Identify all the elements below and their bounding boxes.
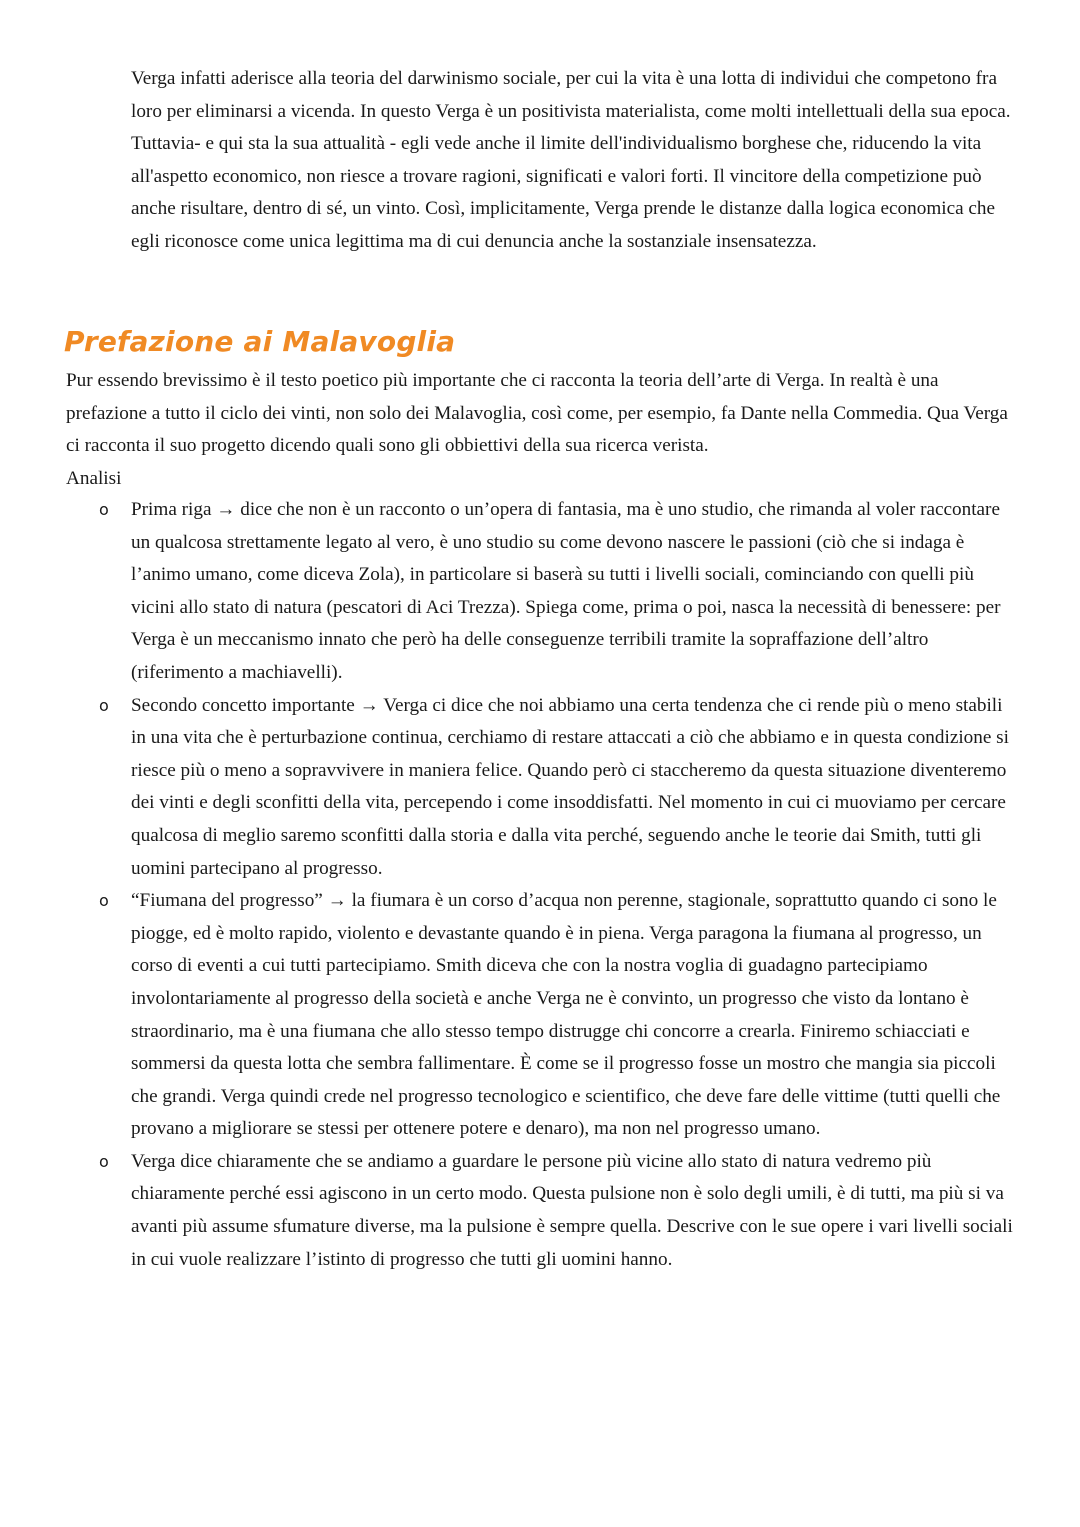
- section-paragraph: Pur essendo brevissimo è il testo poetico più importante che ci racconta la teoria dell’arte di Verga. In realtà è una prefazione a tutto il ciclo dei vinti, non solo dei Malavoglia, così come, per esempio, fa Dante nella Commedia. Qua Verga ci racconta il suo progetto dicendo quali sono gli obbiettivi della sua ricerca verista.: [66, 370, 1008, 457]
- bullet-text: “Fiumana del progresso” → la fiumara è un corso d’acqua non perenne, stagionale, soprattutto quando ci sono le piogge, ed è molto rapido, violento e devastante quando è in piena. Verga paragona la fiumana al progresso, un corso di eventi a cui tutti partecipiamo. Smith diceva che con la nostra voglia di guadagno partecipiamo involontariamente al progresso della società e anche Verga ne è convinto, un progresso che visto da lontano è straordinario, ma è una fiumana che allo stesso tempo distrugge chi concorre a crearla. Finiremo schiacciati e sommersi da questa lotta che sembra fallimentare. È come se il progresso fosse un mostro che mangia sia piccoli che grandi. Verga quindi crede nel progresso tecnologico e scientifico, che deve fare delle vittime (tutti quelli che provano a migliorare se stessi per ottenere potere e denaro), ma non nel progresso umano.: [131, 890, 1001, 1140]
- analysis-label: Analisi: [66, 468, 122, 489]
- bullet-text: Verga dice chiaramente che se andiamo a guardare le persone più vicine allo stato di natura vedremo più chiaramente perché essi agiscono in un certo modo. Questa pulsione non è solo degli umili, è di tutti, ma più si va avanti più assume sfumature diverse, ma la pulsione è sempre quella. Descrive con le sue opere i vari livelli sociali in cui vuole realizzare l’istinto di progresso che tutti gli uomini hanno.: [131, 1150, 1013, 1270]
- bullet-marker: o: [99, 891, 109, 911]
- bullet-item-stato-di-natura: [0, 1146, 1021, 1276]
- bullet-marker: o: [99, 695, 109, 715]
- bullet-text: Secondo concetto importante → Verga ci dice che noi abbiamo una certa tendenza che ci rende più o meno stabili in una vita che è perturbazione continua, cerchiamo di restare attaccati a ciò che abbiamo e in questa condizione si riesce più o meno a sopravvivere in maniera felice. Quando però ci staccheremo da questa situazione diventeremo dei vinti e degli sconfitti della vita, percependo i come insoddisfatti. Nel momento in cui ci muoviamo per cercare qualcosa di meglio saremo sconfitti dalla storia e dalla vita perché, seguendo anche le teorie dai Smith, tutti gli uomini partecipano al progresso.: [131, 694, 1009, 879]
- bullet-marker: o: [99, 500, 109, 519]
- bullet-item-first-line: [0, 494, 1021, 690]
- analysis-bullet-list: [0, 494, 1080, 1276]
- bullet-marker: o: [99, 1151, 109, 1171]
- intro-paragraph: Verga infatti aderisce alla teoria del darwinismo sociale, per cui la vita è una lotta di individui che competono fra loro per eliminarsi a vicenda. In questo Verga è un positivista materialista, come molti intellettuali della sua epoca. Tuttavia- e qui sta la sua attualità - egli vede anche il limite dell'individualismo borghese che, riducendo la vita all'aspetto economico, non riesce a trovare ragioni, significati e valori forti. Il vincitore della competizione può anche risultare, dentro di sé, un vinto. Così, implicitamente, Verga prende le distanze dalla logica economica che egli riconosce come unica legittima ma di cui denuncia anche la sostanziale insensatezza.: [131, 68, 1011, 252]
- bullet-item-fiumana: [0, 885, 1021, 1146]
- bullet-text: Prima riga → dice che non è un racconto o un’opera di fantasia, ma è uno studio, che rimanda al voler raccontare un qualcosa strettamente legato al vero, è uno studio su come devono nascere le passioni (ciò che si indaga è l’animo umano, come diceva Zola), in particolare si baserà su tutti i livelli sociali, cominciando con quelli più vicini allo stato di natura (pescatori di Aci Trezza). Spiega come, prima o poi, nasca la necessità di benessere: per Verga è un meccanismo innato che però ha delle conseguenze terribili tramite la sopraffazione dell’altro (riferimento a machiavelli).: [131, 499, 1001, 683]
- bullet-item-second-concept: [0, 690, 1021, 886]
- section-heading: Prefazione ai Malavoglia: [64, 325, 456, 358]
